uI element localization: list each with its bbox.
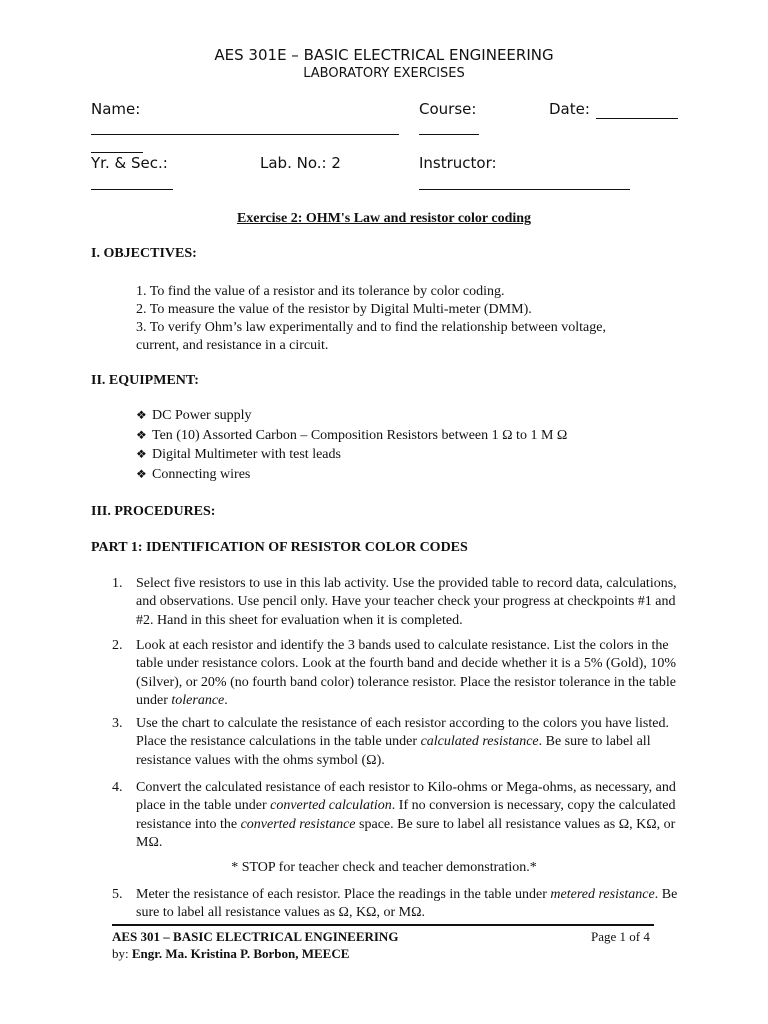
diamond-bullet-icon: ❖ — [136, 408, 147, 422]
list-item: ❖ Ten (10) Assorted Carbon – Composition Resistors between 1 Ω to 1 M Ω — [136, 428, 568, 443]
yr-sec-field[interactable] — [91, 189, 173, 190]
footer-divider — [112, 924, 654, 926]
stop-note: * STOP for teacher check and teacher demonstration.* — [231, 860, 537, 875]
procedure-step: 4. Convert the calculated resistance of each resistor to Kilo-ohms or Mega-ohms, as necessary, and place in the table under converted calculation. If no conversion is necessary, copy the calculated resistance into the converted resistance space. Be sure to label all resistance values as Ω, KΩ, or MΩ. — [112, 780, 676, 850]
footer-course: AES 301 – BASIC ELECTRICAL ENGINEERING — [112, 929, 399, 944]
part1-heading: PART 1: IDENTIFICATION OF RESISTOR COLOR CODES — [91, 540, 468, 555]
name-field-continuation — [91, 152, 143, 153]
objective-item: current, and resistance in a circuit. — [136, 338, 329, 353]
document-subtitle: LABORATORY EXERCISES — [303, 66, 465, 81]
course-label: Course: — [419, 100, 477, 118]
name-label: Name: — [91, 100, 141, 118]
diamond-bullet-icon: ❖ — [136, 428, 147, 442]
page-number: Page 1 of 4 — [591, 929, 650, 944]
instructor-label: Instructor: — [419, 154, 497, 172]
yr-sec-label: Yr. & Sec.: — [91, 154, 168, 172]
objective-item: 2. To measure the value of the resistor by Digital Multi-meter (DMM). — [136, 302, 532, 317]
list-item: ❖ Digital Multimeter with test leads — [136, 447, 341, 462]
diamond-bullet-icon: ❖ — [136, 467, 147, 481]
objective-item: 1. To find the value of a resistor and its tolerance by color coding. — [136, 284, 505, 299]
exercise-title: Exercise 2: OHM's Law and resistor color coding — [236, 211, 532, 226]
course-field[interactable] — [419, 134, 479, 135]
footer-author: by: Engr. Ma. Kristina P. Borbon, MEECE — [112, 946, 350, 961]
procedure-step: 3. Use the chart to calculate the resistance of each resistor according to the colors you have listed. Place the resistance calculations in the table under calculated resistance. Be sure to label all resistance values with the ohms symbol (Ω). — [112, 716, 669, 768]
procedures-heading: III. PROCEDURES: — [91, 504, 216, 519]
date-field[interactable] — [596, 118, 678, 119]
name-field[interactable] — [91, 134, 399, 135]
diamond-bullet-icon: ❖ — [136, 447, 147, 461]
equipment-heading: II. EQUIPMENT: — [91, 373, 199, 388]
instructor-field[interactable] — [419, 189, 630, 190]
document-title: AES 301E – BASIC ELECTRICAL ENGINEERING — [214, 46, 554, 64]
date-label: Date: — [549, 100, 590, 118]
objective-item: 3. To verify Ohm’s law experimentally and to find the relationship between voltage, — [136, 320, 606, 335]
lab-no-label: Lab. No.: 2 — [260, 154, 341, 172]
procedure-step: 1. Select five resistors to use in this lab activity. Use the provided table to record data, calculations, and observations. Use pencil only. Have your teacher check your progress at checkpoints #1 and #2. Hand in this sheet for evaluation when it is completed. — [112, 576, 677, 628]
list-item: ❖ DC Power supply — [136, 408, 252, 423]
procedure-step: 5. Meter the resistance of each resistor. Place the readings in the table under metered resistance. Be sure to label all resistance values as Ω, KΩ, or MΩ. — [112, 887, 678, 921]
procedure-step: 2. Look at each resistor and identify the 3 bands used to calculate resistance. List the colors in the table under resistance colors. Look at the fourth band and decide whether it is a 5% (Gold), 10% (Silver), or 20% (no fourth band color) tolerance resistor. Place the resistor tolerance in the table under tolerance. — [112, 638, 676, 708]
objectives-heading: I. OBJECTIVES: — [91, 246, 197, 261]
list-item: ❖ Connecting wires — [136, 467, 251, 482]
